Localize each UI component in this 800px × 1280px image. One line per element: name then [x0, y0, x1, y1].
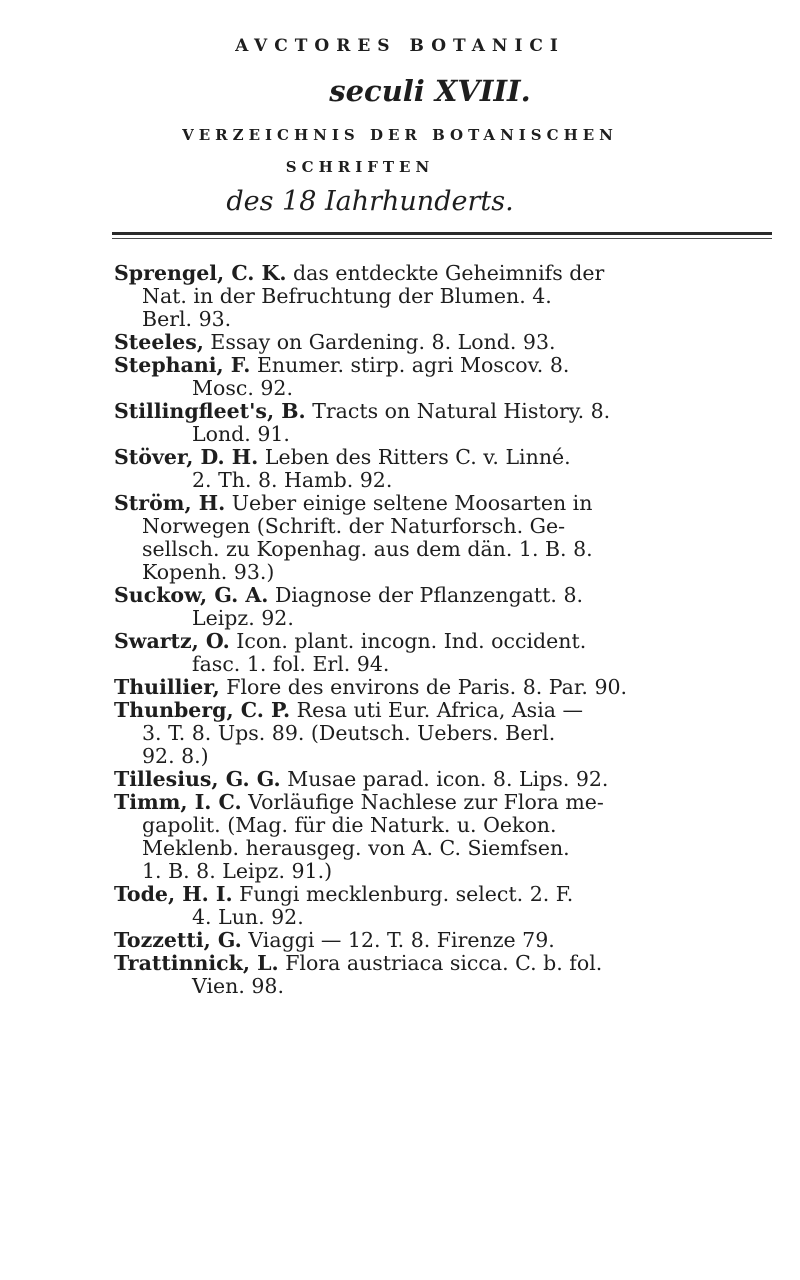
header-verzeichnis: VERZEICHNIS DER BOTANISCHEN	[182, 126, 618, 144]
bibliography-entry	[114, 676, 784, 699]
entry-author: Thuillier,	[114, 675, 220, 699]
entry-line	[114, 768, 784, 791]
bibliography-entry	[114, 400, 784, 446]
entry-line	[114, 584, 784, 607]
entry-author: Timm, I. C.	[114, 790, 242, 814]
entry-line: fasc. 1. fol. Erl. 94.	[192, 652, 390, 676]
entry-line: Kopenh. 93.)	[142, 560, 275, 584]
entry-line: Nat. in der Befruchtung der Blumen. 4.	[142, 284, 552, 308]
entry-line: Berl. 93.	[142, 307, 232, 331]
entry-line	[114, 952, 784, 975]
entry-line	[114, 331, 784, 354]
header-rule-thick	[112, 232, 772, 235]
bibliography-entry	[114, 791, 784, 883]
entry-title: Ueber einige seltene Moosarten in	[225, 491, 593, 515]
entry-title: Resa uti Eur. Africa, Asia —	[290, 698, 584, 722]
header-rule-thin	[112, 238, 772, 239]
header-seculi: seculi XVIII.	[329, 74, 531, 108]
bibliography-entry	[114, 331, 784, 354]
entry-line: gapolit. (Mag. für die Naturk. u. Oekon.	[142, 813, 557, 837]
entry-line: Leipz. 92.	[192, 606, 294, 630]
entry-line: Vien. 98.	[192, 974, 284, 998]
entry-line	[114, 492, 784, 515]
entry-title: das entdeckte Geheimnifs der	[286, 261, 605, 285]
entry-author: Tillesius, G. G.	[114, 767, 281, 791]
bibliography-entry	[114, 584, 784, 630]
entry-line: 1. B. 8. Leipz. 91.)	[142, 859, 333, 883]
entry-title: Musae parad. icon. 8. Lips. 92.	[280, 767, 609, 791]
entry-line	[114, 883, 784, 906]
entry-line	[114, 630, 784, 653]
bibliography-entry	[114, 883, 784, 929]
entry-line	[114, 262, 784, 285]
header-jahrhunderts: des 18 Iahrhunderts.	[226, 186, 514, 217]
header-schriften: SCHRIFTEN	[285, 158, 435, 176]
bibliography-entry	[114, 492, 784, 584]
entry-author: Tozzetti, G.	[114, 928, 242, 952]
bibliography-entry	[114, 768, 784, 791]
entry-line	[114, 676, 784, 699]
entry-title: Icon. plant. incogn. Ind. occident.	[229, 629, 587, 653]
entry-author: Stillingfleet's, B.	[114, 399, 306, 423]
entry-line: Mosc. 92.	[192, 376, 293, 400]
entry-author: Steeles,	[114, 330, 204, 354]
entry-author: Tode, H. I.	[114, 882, 233, 906]
entry-title: Flora austriaca sicca. C. b. fol.	[278, 951, 603, 975]
entry-author: Swartz, O.	[114, 629, 230, 653]
bibliography-entry	[114, 262, 784, 331]
entry-title: Diagnose der Pflanzengatt. 8.	[268, 583, 583, 607]
entry-title: Tracts on Natural History. 8.	[305, 399, 611, 423]
entry-line	[114, 446, 784, 469]
entry-author: Thunberg, C. P.	[114, 698, 291, 722]
entry-line: sellsch. zu Kopenhag. aus dem dän. 1. B. 8.	[142, 537, 593, 561]
entry-line: 92. 8.)	[142, 744, 209, 768]
bibliography-entry	[114, 699, 784, 768]
entry-line: 2. Th. 8. Hamb. 92.	[192, 468, 393, 492]
entry-line: Meklenb. herausgeg. von A. C. Siemfsen.	[142, 836, 570, 860]
entry-line	[114, 354, 784, 377]
entry-title: Viaggi — 12. T. 8. Firenze 79.	[241, 928, 555, 952]
entry-line	[114, 791, 784, 814]
entry-title: Vorläufige Nachlese zur Flora me-	[241, 790, 604, 814]
entry-author: Suckow, G. A.	[114, 583, 269, 607]
entry-line: 4. Lun. 92.	[192, 905, 304, 929]
entry-line	[114, 699, 784, 722]
entry-title: Essay on Gardening. 8. Lond. 93.	[203, 330, 556, 354]
entry-line: Norwegen (Schrift. der Naturforsch. Ge-	[142, 514, 566, 538]
entry-title: Fungi mecklenburg. select. 2. F.	[232, 882, 574, 906]
entry-line: 3. T. 8. Ups. 89. (Deutsch. Uebers. Berl.	[142, 721, 556, 745]
entry-author: Stöver, D. H.	[114, 445, 259, 469]
bibliography-entry	[114, 952, 784, 998]
bibliography-list	[114, 262, 784, 998]
entry-author: Sprengel, C. K.	[114, 261, 287, 285]
entry-author: Stephani, F.	[114, 353, 251, 377]
entry-title: Flore des environs de Paris. 8. Par. 90.	[219, 675, 628, 699]
entry-author: Trattinnick, L.	[114, 951, 279, 975]
entry-title: Enumer. stirp. agri Moscov. 8.	[250, 353, 570, 377]
entry-line	[114, 400, 784, 423]
header-auctores: AVCTORES BOTANICI	[235, 36, 565, 56]
bibliography-entry	[114, 929, 784, 952]
bibliography-entry	[114, 354, 784, 400]
entry-title: Leben des Ritters C. v. Linné.	[258, 445, 571, 469]
bibliography-entry	[114, 446, 784, 492]
entry-line	[114, 929, 784, 952]
entry-line: Lond. 91.	[192, 422, 290, 446]
bibliography-entry	[114, 630, 784, 676]
entry-author: Ström, H.	[114, 491, 226, 515]
